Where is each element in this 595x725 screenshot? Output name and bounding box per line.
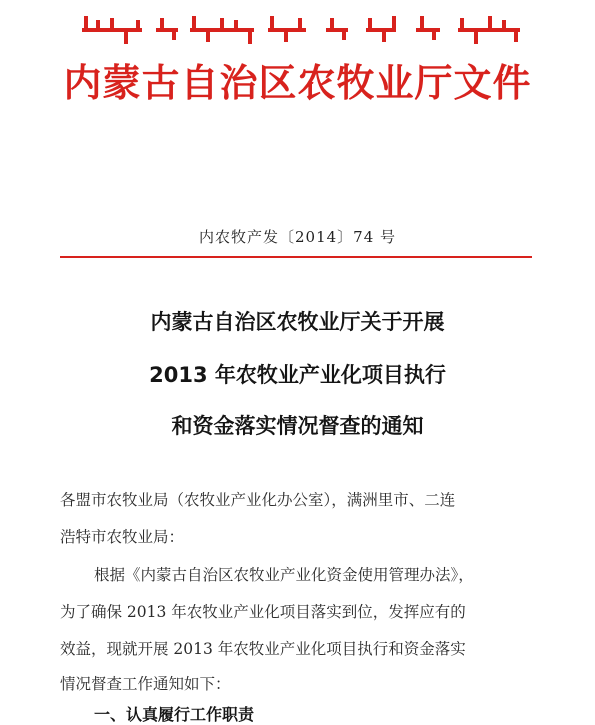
mongolian-header-line [82,10,522,50]
body-paragraph-line-2: 为了确保 2013 年农牧业产业化项目落实到位，发挥应有的 [60,603,466,621]
notice-title-line-3: 和资金落实情况督查的通知 [171,414,424,438]
document-number: 内农牧产发〔2014〕74 号 [198,228,397,246]
body-paragraph-line-1: 根据《内蒙古自治区农牧业产业化资金使用管理办法》， [94,566,474,584]
mongolian-script-graphic [82,10,522,50]
section-heading: 一、认真履行工作职责 [94,705,255,724]
body-paragraph-line-4: 情况督查工作通知如下： [60,675,231,693]
notice-title-line-1: 内蒙古自治区农牧业厅关于开展 [150,310,445,334]
notice-title-line-2: 2013 年农牧业产业化项目执行 [149,363,446,387]
body-paragraph-line-3: 效益，现就开展 2013 年农牧业产业化项目执行和资金落实 [60,640,466,658]
addressee-line-1: 各盟市农牧业局（农牧业产业化办公室），满洲里市、二连 [60,491,456,509]
addressee-line-2: 浩特市农牧业局： [60,528,185,546]
red-divider-line [60,256,532,258]
issuing-authority-title: 内蒙古自治区农牧业厅文件 [63,60,532,105]
